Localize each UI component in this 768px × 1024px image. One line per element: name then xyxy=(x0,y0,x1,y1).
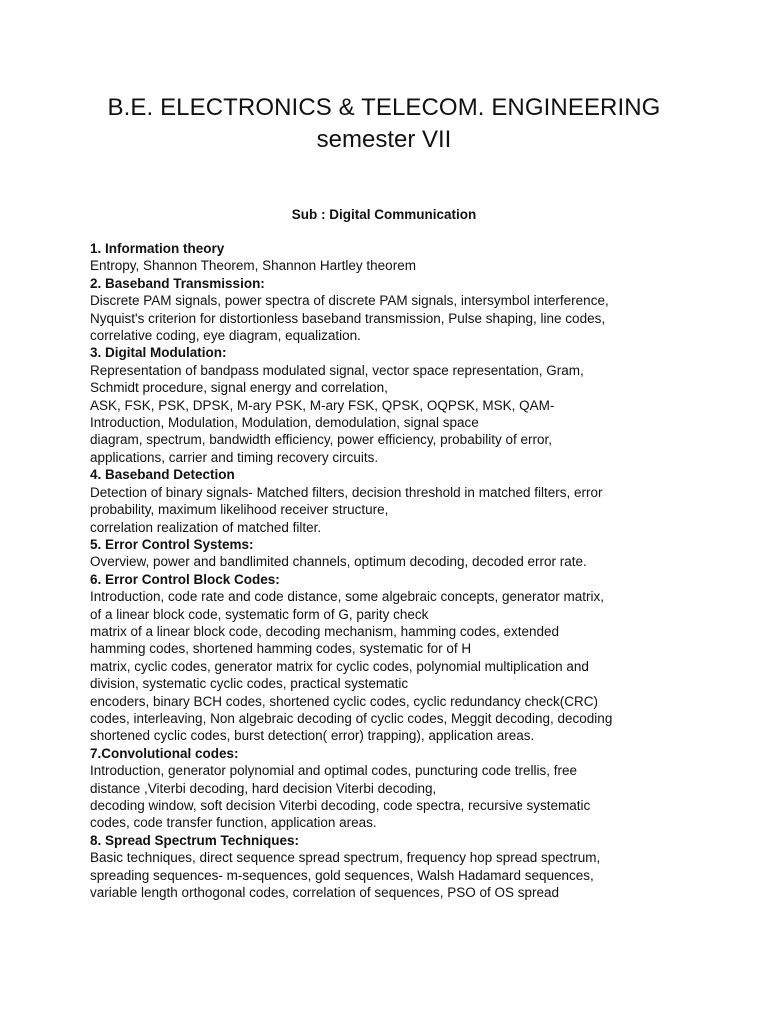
section-text-line: spreading sequences- m-sequences, gold sequences, Walsh Hadamard sequences, xyxy=(90,867,594,883)
section-text-line: correlative coding, eye diagram, equalization. xyxy=(90,328,361,344)
section-text-line: variable length orthogonal codes, correlation of sequences, PSO of OS spread xyxy=(90,885,560,901)
section-heading: 5. Error Control Systems: xyxy=(90,536,254,552)
section-heading: 6. Error Control Block Codes: xyxy=(90,571,280,587)
section-text-line: Detection of binary signals- Matched filters, decision threshold in matched filters, error xyxy=(90,484,603,500)
section-text-line: Introduction, code rate and code distance, some algebraic concepts, generator matrix, xyxy=(90,589,605,605)
section-heading: 4. Baseband Detection xyxy=(90,467,235,483)
section-text-line: Entropy, Shannon Theorem, Shannon Hartley theorem xyxy=(90,258,416,274)
document-title: B.E. ELECTRONICS & TELECOM. ENGINEERING xyxy=(107,94,661,121)
section-text-line: of a linear block code, systematic form of G, parity check xyxy=(90,606,429,622)
syllabus-content xyxy=(90,240,680,901)
syllabus-section xyxy=(90,275,680,345)
section-text-line: Nyquist's criterion for distortionless baseband transmission, Pulse shaping, line codes, xyxy=(90,310,606,326)
section-text-line: Schmidt procedure, signal energy and correlation, xyxy=(90,380,388,396)
section-text-line: shortened cyclic codes, burst detection( error) trapping), application areas. xyxy=(90,728,535,744)
document-subtitle: semester VII xyxy=(316,126,452,153)
section-text-line: division, systematic cyclic codes, practical systematic xyxy=(90,676,409,692)
section-text-line: matrix, cyclic codes, generator matrix for cyclic codes, polynomial multiplication and xyxy=(90,658,589,674)
section-text-line: applications, carrier and timing recovery circuits. xyxy=(90,449,379,465)
section-text-line: correlation realization of matched filter. xyxy=(90,519,322,535)
section-text-line: matrix of a linear block code, decoding mechanism, hamming codes, extended xyxy=(90,623,559,639)
section-text-line: encoders, binary BCH codes, shortened cyclic codes, cyclic redundancy check(CRC) xyxy=(90,693,598,709)
syllabus-section xyxy=(90,240,680,275)
section-text-line: codes, interleaving, Non algebraic decoding of cyclic codes, Meggit decoding, decoding xyxy=(90,710,613,726)
subject-heading: Sub : Digital Communication xyxy=(291,207,477,222)
section-text-line: hamming codes, shortened hamming codes, systematic for of H xyxy=(90,641,472,657)
section-text-line: Introduction, Modulation, Modulation, demodulation, signal space xyxy=(90,415,479,431)
section-text-line: probability, maximum likelihood receiver structure, xyxy=(90,502,389,518)
section-heading: 3. Digital Modulation: xyxy=(90,345,227,361)
section-heading: 7.Convolutional codes: xyxy=(90,745,239,761)
syllabus-section xyxy=(90,536,680,571)
section-heading: 2. Baseband Transmission: xyxy=(90,275,265,291)
section-text-line: Basic techniques, direct sequence spread spectrum, frequency hop spread spectrum, xyxy=(90,850,601,866)
section-text-line: codes, code transfer function, application areas. xyxy=(90,815,377,831)
section-text-line: ASK, FSK, PSK, DPSK, M-ary PSK, M-ary FSK, QPSK, OQPSK, MSK, QAM- xyxy=(90,397,555,413)
section-heading: 1. Information theory xyxy=(90,241,225,256)
section-text-line: Overview, power and bandlimited channels, optimum decoding, decoded error rate. xyxy=(90,554,587,570)
syllabus-section xyxy=(90,466,680,536)
section-text-line: Introduction, generator polynomial and optimal codes, puncturing code trellis, free xyxy=(90,763,578,779)
syllabus-section xyxy=(90,571,680,745)
syllabus-section xyxy=(90,745,680,832)
syllabus-section xyxy=(90,832,680,902)
section-text-line: decoding window, soft decision Viterbi decoding, code spectra, recursive systematic xyxy=(90,798,591,813)
section-heading: 8. Spread Spectrum Techniques: xyxy=(90,832,300,848)
section-text-line: distance ,Viterbi decoding, hard decision Viterbi decoding, xyxy=(90,780,437,796)
section-text-line: Representation of bandpass modulated signal, vector space representation, Gram, xyxy=(90,362,584,378)
syllabus-section xyxy=(90,344,680,466)
section-text-line: diagram, spectrum, bandwidth efficiency, power efficiency, probability of error, xyxy=(90,432,552,448)
section-text-line: Discrete PAM signals, power spectra of discrete PAM signals, intersymbol interference, xyxy=(90,293,609,309)
